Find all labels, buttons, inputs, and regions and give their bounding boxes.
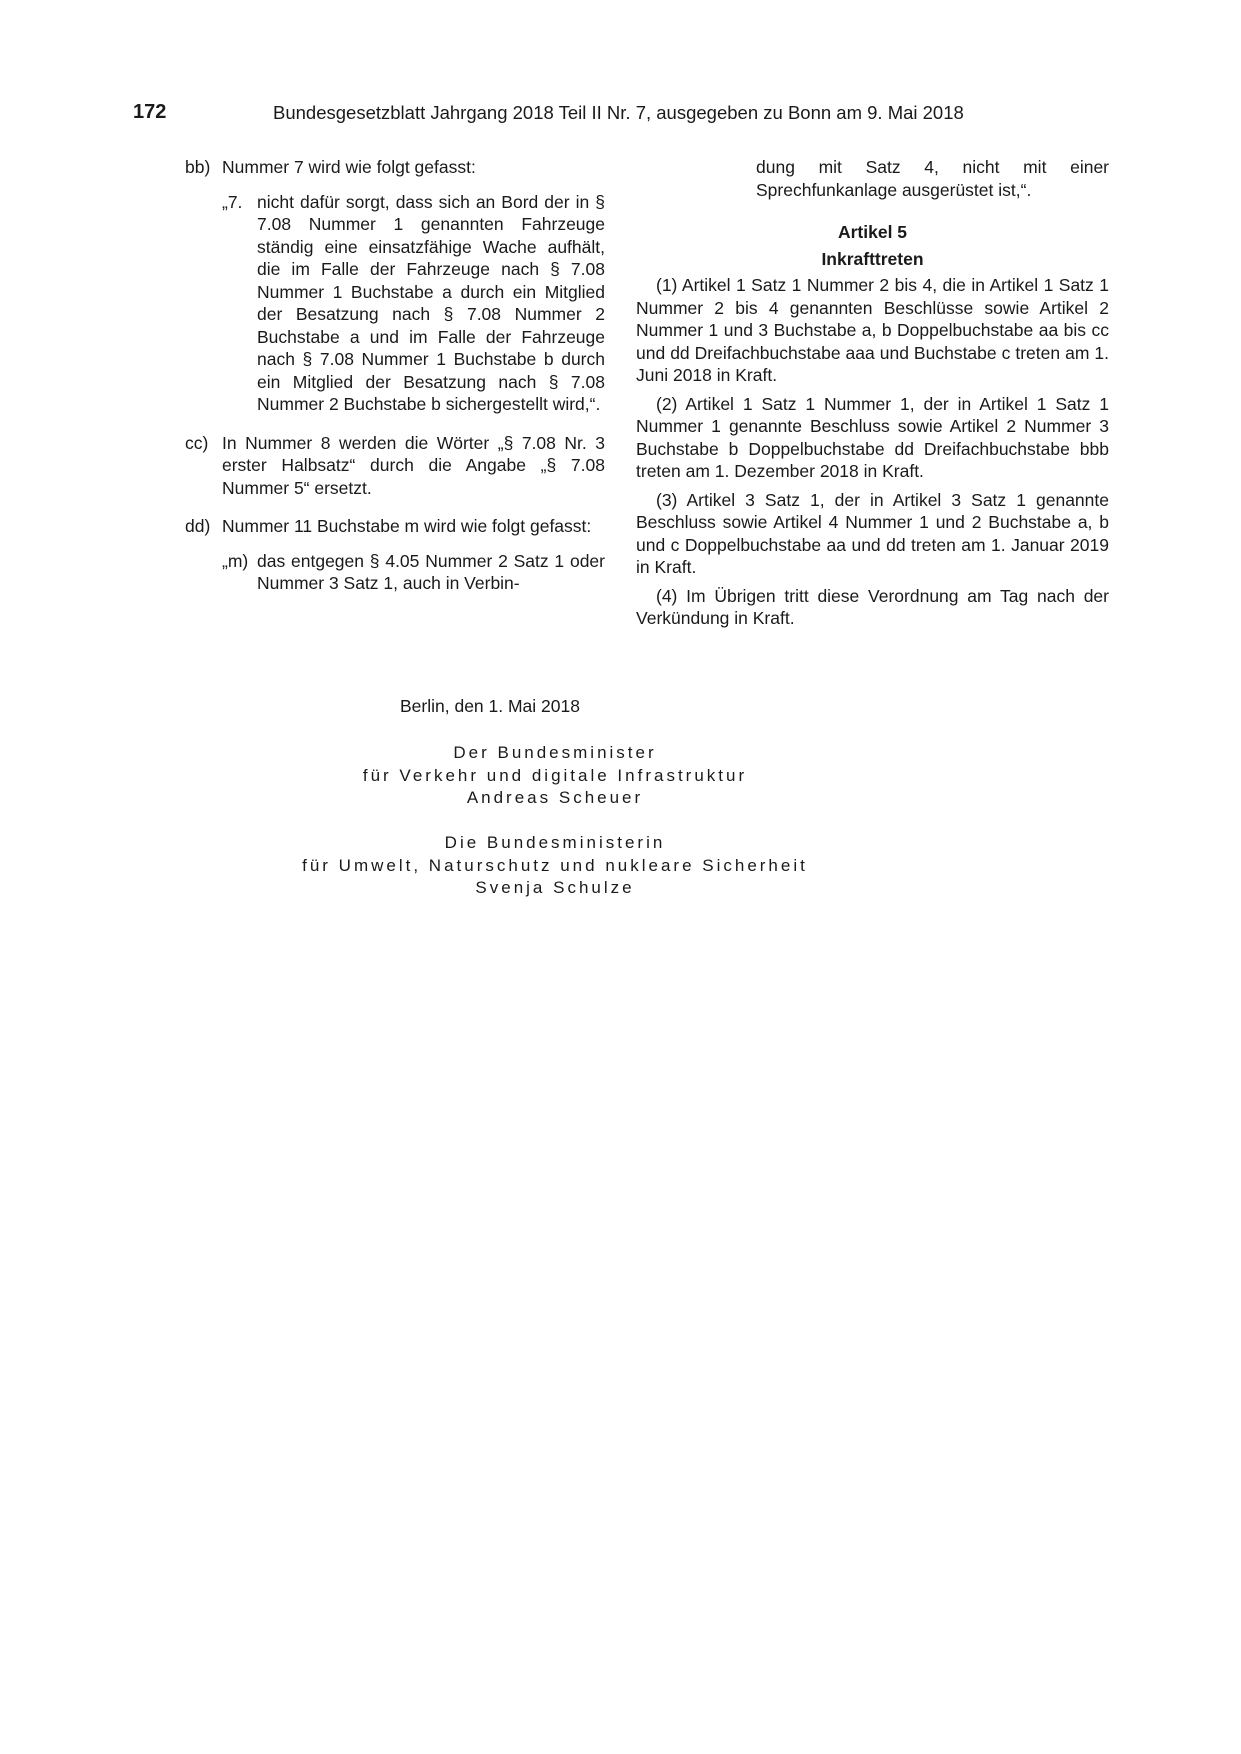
list-item-bb: [185, 156, 605, 179]
right-column: [636, 156, 1109, 630]
paragraph-1: (1) Artikel 1 Satz 1 Nummer 2 bis 4, die in Artikel 1 Satz 1 Nummer 2 bis 4 genannten Beschlüsse sowie Artikel 2 Nummer 1 und 3 Buchstabe a, b Doppelbuchstabe aa bis cc und dd Dreifachbuchstabe aaa und Buchstabe c treten am 1. Juni 2018 in Kraft.: [636, 275, 1109, 385]
list-item-cc: [185, 432, 605, 500]
page-number: 172: [133, 101, 167, 123]
running-title: Bundesgesetzblatt Jahrgang 2018 Teil II Nr. 7, ausgegeben zu Bonn am 9. Mai 2018: [273, 102, 964, 123]
item-label-bb: bb): [185, 157, 211, 177]
sub-item-m: [222, 550, 605, 595]
signer2-name: Svenja Schulze: [475, 878, 635, 897]
sub-item-7: [222, 191, 605, 416]
item-label-cc: cc): [185, 432, 209, 453]
item-text-dd: Nummer 11 Buchstabe m wird wie folgt gefasst:: [222, 516, 592, 536]
sub-text-7: nicht dafür sorgt, dass sich an Bord der in § 7.08 Nummer 1 genannten Fahrzeuge ständig eine einsatzfähige Wache aufhält, die im Falle der Fahrzeuge nach § 7.08 Nummer 1 Buchstabe a durch ein Mitglied der Besatzung nach § 7.08 Nummer 2 Buchstabe a und im Falle der Fahrzeuge nach § 7.08 Nummer 1 Buchstabe b durch ein Mitglied der Besatzung nach § 7.08 Nummer 2 Buchstabe b sichergestellt wird,“.: [257, 191, 605, 414]
item-label-dd: dd): [185, 516, 211, 536]
sub-label-7: „7.: [222, 191, 243, 212]
list-item-dd: [185, 515, 605, 538]
paragraph-3: (3) Artikel 3 Satz 1, der in Artikel 3 Satz 1 genannte Beschluss sowie Artikel 4 Nummer 1 und 2 Buchstabe a, b und c Doppelbuchstabe aa und dd treten am 1. Januar 2019 in Kraft.: [636, 489, 1109, 577]
paragraph-2: (2) Artikel 1 Satz 1 Nummer 1, der in Artikel 1 Satz 1 Nummer 1 genannte Beschluss sowie Artikel 2 Nummer 3 Buchstabe b Doppelbuchstabe dd Dreifachbuchstabe bbb treten am 1. Dezember 2018 in Kraft.: [636, 393, 1109, 481]
signer2-title: Die Bundesministerin: [444, 833, 666, 852]
place-date: Berlin, den 1. Mai 2018: [400, 696, 580, 716]
continuation-text: dung mit Satz 4, nicht mit einer Sprechfunkanlage ausgerüstet ist,“.: [756, 157, 1109, 200]
signer2-department: für Umwelt, Naturschutz und nukleare Sicherheit: [302, 855, 808, 875]
signer1-department: für Verkehr und digitale Infrastruktur: [362, 765, 748, 785]
signer1-name: Andreas Scheuer: [466, 788, 644, 807]
item-text-cc: In Nummer 8 werden die Wörter „§ 7.08 Nr. 3 erster Halbsatz“ durch die Angabe „§ 7.08 Nummer 5“ ersetzt.: [222, 432, 605, 498]
article-title: Artikel 5: [837, 222, 908, 242]
left-column: [185, 156, 605, 595]
signer1-title: Der Bundesminister: [453, 743, 657, 762]
signer-block-2: [0, 832, 1110, 900]
item-text-bb: Nummer 7 wird wie folgt gefasst:: [222, 157, 476, 177]
sub-text-m: das entgegen § 4.05 Nummer 2 Satz 1 oder Nummer 3 Satz 1, auch in Verbin-: [257, 550, 605, 593]
paragraph-4: (4) Im Übrigen tritt diese Verordnung am Tag nach der Verkündung in Kraft.: [636, 585, 1109, 628]
article-subtitle: Inkrafttreten: [821, 248, 924, 269]
sub-label-m: „m): [222, 550, 249, 571]
signer-block-1: [0, 742, 1110, 810]
